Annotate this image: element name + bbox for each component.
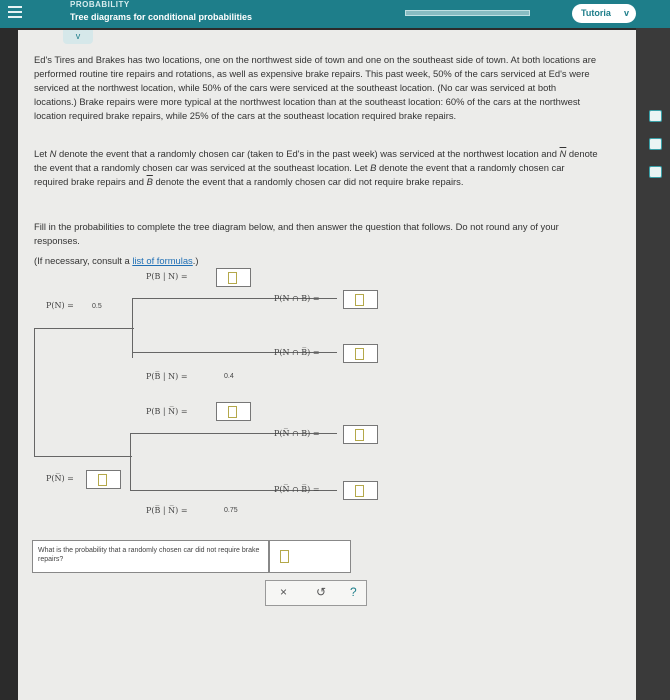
p-nbar-and-b-input[interactable] (343, 425, 378, 444)
p-n-and-b-input[interactable] (343, 290, 378, 309)
p-n-and-b-label: P(N ∩ B) = (274, 294, 320, 303)
action-bar (265, 580, 367, 606)
p-b-given-n-label: P(B | N) = (146, 272, 188, 281)
tree-branch (130, 433, 131, 491)
formula-hint: (If necessary, consult a list of formulas.) (34, 255, 199, 266)
p-n-and-bbar-input[interactable] (343, 344, 378, 363)
tree-branch (132, 298, 133, 358)
p-nbar-label: P(N̅) = (46, 474, 74, 483)
chevron-down-icon: v (623, 8, 629, 18)
p-n-value: 0.5 (92, 303, 102, 310)
right-sidebar (636, 28, 670, 700)
p-b-given-n-input[interactable] (216, 268, 251, 287)
question-text: What is the probability that a randomly chosen car did not require brake repairs? (38, 547, 260, 563)
p-nbar-and-bbar-label: P(N̅ ∩ B̅) = (274, 485, 320, 494)
problem-statement: Ed's Tires and Brakes has two locations, one on the northwest side of town and one on the southeast side of town. At both locations are performed routine tire repairs and rotations, as well as expensive brake repairs. This past week, 50% of the cars serviced at Ed's were serviced at the northwest location, while 50% of the cars were serviced at the southeast location. (No car was serviced at both locations.) Brake repairs were more typical at the northwest location than at the southeast location: 60% of the cars at the northwest location required brake repairs, while 25% of the cars at the southeast location required brake repairs. (34, 54, 597, 121)
topic-category: PROBABILITY (70, 0, 130, 9)
tree-branch (34, 328, 134, 329)
collapse-button[interactable]: v (63, 30, 93, 44)
tutor-button[interactable] (572, 4, 636, 23)
tutor-label: Tutoria (581, 8, 611, 18)
p-nbar-and-bbar-input[interactable] (343, 481, 378, 500)
calculator-icon[interactable] (649, 138, 662, 150)
question-box (32, 540, 269, 573)
tree-branch (34, 328, 35, 456)
problem-panel (18, 30, 636, 700)
answer-input[interactable] (269, 540, 351, 573)
help-button[interactable]: ? (350, 585, 357, 599)
event-definitions: Let N denote the event that a randomly chosen car (taken to Ed's in the past week) was serviced at the northwest location and $\overline{N}$ denote the event that a randomly chosen car was serviced at the southeast location. Let B denote the event that a randomly chosen car required brake repairs and $\overline{B}$ denote the event that a randomly chosen car did not require brake repairs. (34, 148, 598, 187)
top-bar (0, 0, 670, 28)
instructions: Fill in the probabilities to complete the tree diagram below, and then answer the question that follows. Do not round any of your responses. (34, 221, 559, 246)
p-b-given-nbar-input[interactable] (216, 402, 251, 421)
p-n-and-bbar-label: P(N ∩ B̅) = (274, 348, 320, 357)
book-icon[interactable] (649, 110, 662, 122)
progress-fill (406, 11, 529, 15)
p-bbar-given-n-value: 0.4 (224, 373, 234, 380)
mail-icon[interactable] (649, 166, 662, 178)
p-bbar-given-n-label: P(B̅ | N) = (146, 372, 188, 381)
p-bbar-given-nbar-value: 0.75 (224, 507, 238, 514)
undo-button[interactable]: ↺ (316, 585, 327, 599)
p-nbar-input[interactable] (86, 470, 121, 489)
formulas-link[interactable]: list of formulas (132, 255, 193, 266)
p-nbar-and-b-label: P(N̅ ∩ B) = (274, 429, 320, 438)
menu-icon[interactable] (8, 6, 22, 20)
p-b-given-nbar-label: P(B | N̅) = (146, 407, 188, 416)
p-n-label: P(N) = (46, 301, 74, 310)
clear-button[interactable]: × (280, 585, 288, 599)
tree-branch (34, 456, 132, 457)
p-bbar-given-nbar-label: P(B̅ | N̅) = (146, 506, 188, 515)
page-title: Tree diagrams for conditional probabilities (70, 12, 253, 22)
progress-bar (405, 10, 530, 16)
